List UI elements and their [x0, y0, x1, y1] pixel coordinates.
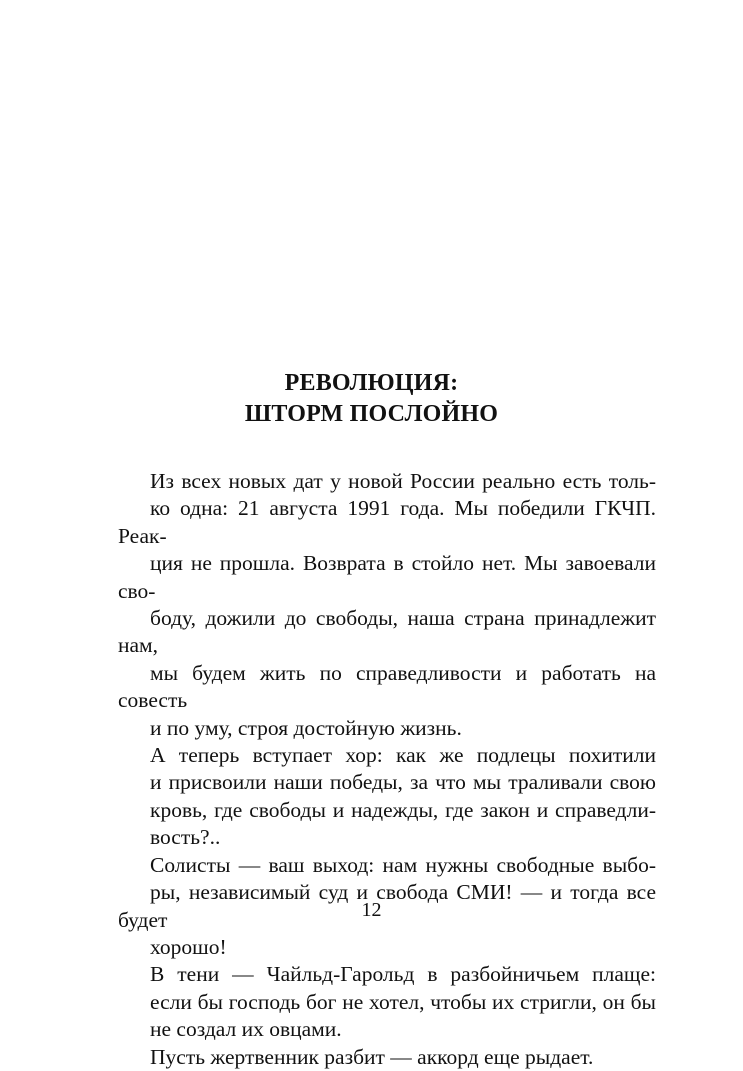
text-line: не создал их овцами. — [150, 1017, 342, 1042]
text-line: А теперь вступает хор: как же подлецы похитили — [150, 743, 656, 768]
text-line: ры, независимый суд и свобода СМИ! — и тогда все будет — [118, 880, 656, 932]
text-line: боду, дожили до свободы, наша страна принадлежит нам, — [118, 606, 656, 658]
body-text — [118, 468, 656, 1071]
paragraph — [118, 742, 656, 852]
paragraph — [118, 961, 656, 1043]
text-line: Солисты — ваш выход: нам нужны свободные выбо- — [150, 852, 656, 877]
text-line: мы будем жить по справедливости и работать на совесть — [118, 660, 656, 713]
chapter-title-line-1: РЕВОЛЮЦИЯ: — [284, 370, 459, 396]
text-line: Из всех новых дат у новой России реально есть толь- — [150, 469, 656, 493]
text-line: Пусть жертвенник разбит — аккорд еще рыдает. — [150, 1044, 594, 1069]
text-line: кровь, где свободы и надежды, где закон и справедли- — [150, 797, 656, 822]
page-number: 12 — [361, 899, 382, 921]
text-line: и по уму, строя достойную жизнь. — [150, 715, 462, 740]
chapter-title-line-2: ШТОРМ ПОСЛОЙНО — [244, 401, 499, 427]
text-line: ция не прошла. Возврата в стойло нет. Мы завоевали сво- — [118, 551, 656, 603]
text-line: и присвоили наши победы, за что мы траливали свою — [150, 770, 656, 795]
chapter-title — [0, 368, 743, 430]
text-line: если бы господь бог не хотел, чтобы их стригли, он бы — [150, 989, 656, 1014]
text-line: вость?.. — [150, 825, 221, 850]
paragraph — [118, 468, 656, 742]
text-line: ко одна: 21 августа 1991 года. Мы победили ГКЧП. Реак- — [118, 496, 656, 548]
text-line: В тени — Чайльд-Гарольд в разбойничьем плаще: — [150, 962, 656, 987]
text-line: хорошо! — [150, 934, 227, 959]
paragraph — [118, 1044, 656, 1071]
